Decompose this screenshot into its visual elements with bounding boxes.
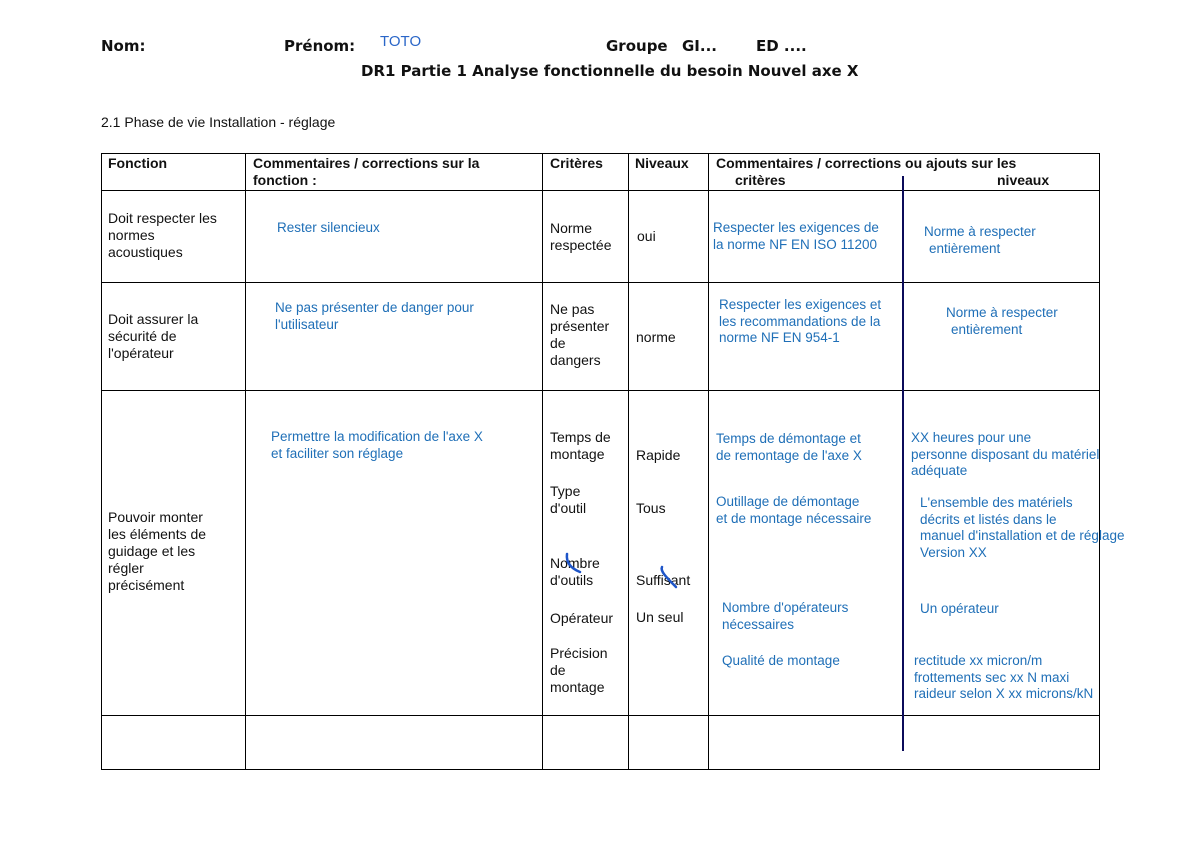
row2-comment[interactable]: Ne pas présenter de danger pour l'utilisateur bbox=[275, 300, 474, 332]
row3-comment-niveau-operateur[interactable]: Un opérateur bbox=[920, 601, 999, 616]
row3-niveau-un-seul: Un seul bbox=[636, 609, 684, 625]
row3-fonction: Pouvoir monter les éléments de guidage et les régler précisément bbox=[108, 509, 207, 593]
row3-critere-nombre: Nombre d'outils bbox=[550, 555, 600, 588]
row1-comment-niveau[interactable]: Norme à respecter entièrement bbox=[924, 224, 1036, 256]
header-comm-crit-niveaux: niveaux bbox=[997, 172, 1050, 188]
header-niveaux: Niveaux bbox=[635, 155, 689, 171]
row1-critere: Norme respectée bbox=[550, 220, 612, 253]
row3-critere-operateur: Opérateur bbox=[550, 610, 614, 626]
section-label: 2.1 Phase de vie Installation - réglage bbox=[101, 114, 336, 130]
row3-comment-niveau-qualite[interactable]: rectitude xx micron/m frottements sec xx N maxi raideur selon X xx microns/kN bbox=[914, 653, 1094, 701]
header-comm-crit-criteres: critères bbox=[735, 172, 786, 188]
header-criteres: Critères bbox=[550, 155, 603, 171]
row2-niveau: norme bbox=[636, 329, 676, 345]
row3-niveau-rapide: Rapide bbox=[636, 447, 681, 463]
row3-critere-temps: Temps de montage bbox=[550, 429, 611, 462]
page-title: DR1 Partie 1 Analyse fonctionnelle du besoin Nouvel axe X bbox=[361, 62, 859, 80]
row2-fonction: Doit assurer la sécurité de l'opérateur bbox=[108, 311, 199, 361]
row3-comment-niveau-materiels[interactable]: L'ensemble des matériels décrits et listés dans le manuel d'installation et de réglage Version XX bbox=[920, 495, 1125, 560]
row1-comment-critere[interactable]: Respecter les exigences de la norme NF EN ISO 11200 bbox=[713, 220, 879, 252]
prenom-value[interactable]: TOTO bbox=[380, 33, 422, 50]
row2-comment-niveau[interactable]: Norme à respecter entièrement bbox=[946, 305, 1058, 337]
ed-label[interactable]: ED .... bbox=[756, 37, 807, 55]
row3-niveau-suffisant: Suffisant bbox=[636, 572, 691, 588]
prenom-label: Prénom: bbox=[284, 37, 356, 55]
groupe-value[interactable]: GI... bbox=[682, 37, 717, 55]
header-comm-crit: Commentaires / corrections ou ajouts sur les bbox=[716, 155, 1017, 171]
check-mark-icon bbox=[560, 548, 590, 578]
row3-critere-type: Type d'outil bbox=[550, 483, 587, 516]
row3-comment-critere-outillage[interactable]: Outillage de démontage et de montage nécessaire bbox=[716, 494, 872, 526]
row2-critere: Ne pas présenter de dangers bbox=[550, 301, 610, 368]
header-commentaires-1: Commentaires / corrections sur la bbox=[253, 155, 480, 171]
nom-label: Nom: bbox=[101, 37, 146, 55]
row3-comment-critere-operateurs[interactable]: Nombre d'opérateurs nécessaires bbox=[722, 600, 849, 632]
check-mark-icon-2 bbox=[650, 561, 680, 591]
row2-comment-critere[interactable]: Respecter les exigences et les recommandations de la norme NF EN 954-1 bbox=[719, 297, 882, 345]
row3-comment-niveau-heures[interactable]: XX heures pour une personne disposant du matériel adéquate bbox=[911, 430, 1100, 478]
row3-comment-critere-temps[interactable]: Temps de démontage et de remontage de l'axe X bbox=[716, 431, 862, 463]
header-fonction: Fonction bbox=[108, 155, 168, 171]
row1-fonction: Doit respecter les normes acoustiques bbox=[108, 210, 217, 260]
header-commentaires-2: fonction : bbox=[253, 172, 317, 188]
row3-comment[interactable]: Permettre la modification de l'axe X et faciliter son réglage bbox=[271, 429, 483, 461]
row1-comment[interactable]: Rester silencieux bbox=[277, 220, 380, 235]
row3-comment-critere-qualite[interactable]: Qualité de montage bbox=[722, 653, 840, 668]
row3-niveau-tous: Tous bbox=[636, 500, 666, 516]
hand-drawn-divider bbox=[902, 176, 904, 751]
row3-critere-precision: Précision de montage bbox=[550, 645, 608, 695]
row1-niveau: oui bbox=[637, 228, 656, 244]
groupe-label: Groupe bbox=[606, 37, 668, 55]
